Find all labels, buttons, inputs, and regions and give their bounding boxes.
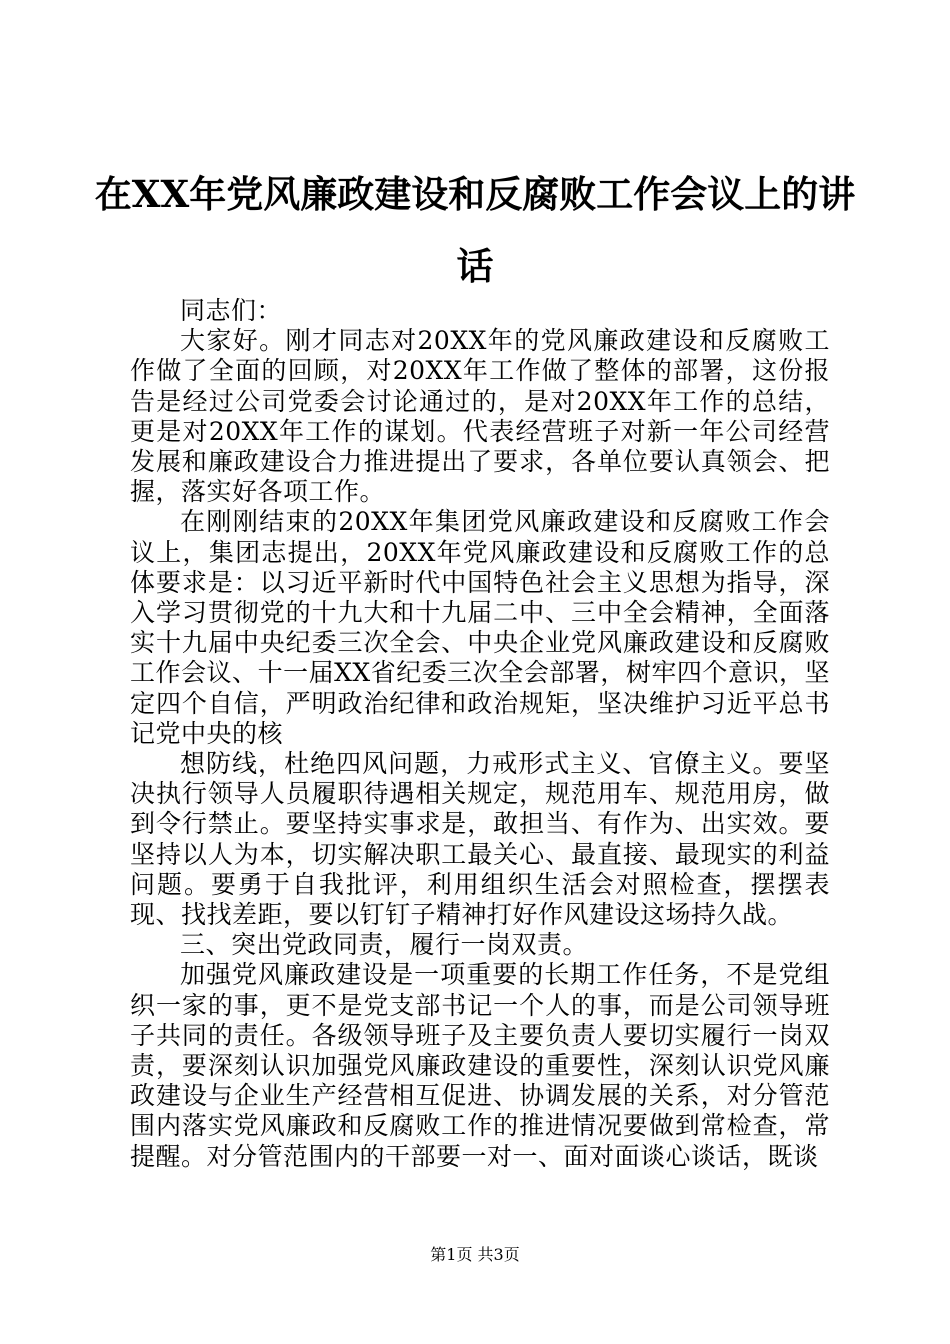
paragraph-5: 加强党风廉政建设是一项重要的长期工作任务，不是党组织一家的事，更不是党支部书记一个人的事，而是公司领导班子共同的责任。各级领导班子及主要负责人要切实履行一岗双责，要深刻认识加强党风廉政建设的重要性，深刻认识党风廉政建设与企业生产经营相互促进、协调发展的关系，对分管范围内落实党风廉政和反腐败工作的推进情况要做到常检查，常提醒。对分管范围内的干部要一对一、面对面谈心谈话，既谈 bbox=[130, 960, 830, 1171]
page-number-footer: 第1页 共3页 bbox=[430, 1245, 520, 1264]
document-body bbox=[130, 296, 830, 1172]
document-title: 在XX年党风廉政建设和反腐败工作会议上的讲话 bbox=[94, 172, 856, 288]
section-heading: 三、突出党政同责，履行一岗双责。 bbox=[180, 930, 589, 960]
salutation: 同志们： bbox=[180, 296, 283, 325]
paragraph-1: 大家好。刚才同志对20XX年的党风廉政建设和反腐败工作做了全面的回顾，对20XX年工作做了整体的部署，这份报告是经过公司党委会讨论通过的，是对20XX年工作的总结，更是对20XX年工作的谋划。代表经营班子对新一年公司经营发展和廉政建设合力推进提出了要求，各单位要认真领会、把握，落实好各项工作。 bbox=[130, 326, 830, 507]
paragraph-3: 想防线，杜绝四风问题，力戒形式主义、官僚主义。要坚决执行领导人员履职待遇相关规定，规范用车、规范用房，做到令行禁止。要坚持实事求是，敢担当、有作为、出实效。要坚持以人为本，切实解决职工最关心、最直接、最现实的利益问题。要勇于自我批评，利用组织生活会对照检查，摆摆表现、找找差距，要以钉钉子精神打好作风建设这场持久战。 bbox=[130, 749, 830, 930]
paragraph-2: 在刚刚结束的20XX年集团党风廉政建设和反腐败工作会议上，集团志提出，20XX年党风廉政建设和反腐败工作的总体要求是：以习近平新时代中国特色社会主义思想为指导，深入学习贯彻党的十九大和十九届二中、三中全会精神，全面落实十九届中央纪委三次全会、中央企业党风廉政建设和反腐败工作会议、十一届XX省纪委三次全会部署，树牢四个意识，坚定四个自信，严明政治纪律和政治规矩，坚决维护习近平总书记党中央的核 bbox=[130, 507, 830, 748]
